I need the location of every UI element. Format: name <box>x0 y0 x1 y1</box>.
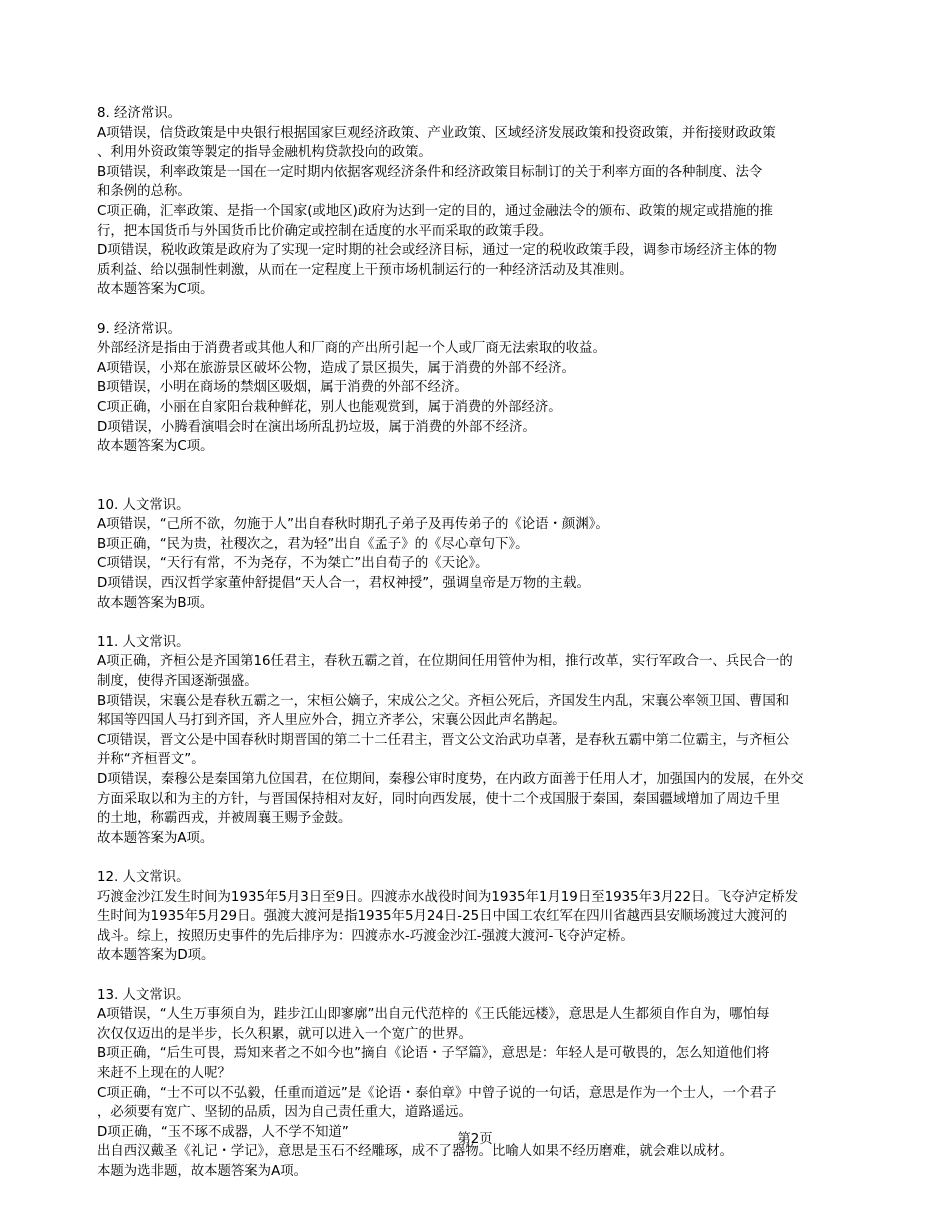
text-line: D项错误，税收政策是政府为了实现一定时期的社会或经济目标，通过一定的税收政策手段，调参市场经济主体的物 <box>97 243 777 259</box>
section-heading: 9. 经济常识。 <box>97 321 181 337</box>
spacer <box>97 613 872 633</box>
question-12-explanation <box>97 868 872 966</box>
text-line: 和条例的总称。 <box>97 184 191 200</box>
text-line: C项错误，晋文公是中国春秋时期晋国的第二十二任君主，晋文公文治武功卓著，是春秋五霸中第二位霸主，与齐桓公 <box>97 732 790 748</box>
text-line: B项错误，利率政策是一国在一定时期内依据客观经济条件和经济政策目标制订的关于利率方面的各种制度、法令 <box>97 164 763 180</box>
text-line: B项正确，“民为贵，社稷次之，君为轻”出自《孟子》的《尽心章句下》。 <box>97 536 529 552</box>
text-line: D项正确，“玉不琢不成器，人不学不知道” <box>97 1124 349 1140</box>
answer-line: 本题为选非题，故本题答案为A项。 <box>97 1163 308 1179</box>
spacer <box>97 300 872 320</box>
text-line: A项错误，信贷政策是中央银行根据国家巨观经济政策、产业政策、区域经济发展政策和投资政策，并衔接财政政策 <box>97 125 776 141</box>
section-heading: 8. 经济常识。 <box>97 106 181 121</box>
text-line: 出自西汉戴圣《礼记・学记》，意思是玉石不经雕琢，成不了器物。比喻人如果不经历磨难，就会难以成材。 <box>97 1144 734 1160</box>
text-line: 巧渡金沙江发生时间为1935年5月3日至9日。四渡赤水战役时间为1935年1月19日至1935年3月22日。飞夺泸定桥发 <box>97 889 799 905</box>
text-line: A项错误，“己所不欲，勿施于人”出自春秋时期孔子弟子及再传弟子的《论语・颜渊》。 <box>97 517 609 533</box>
question-8-explanation <box>97 104 872 300</box>
text-line: 质利益、给以强制性刺激，从而在一定程度上干预市场机制运行的一种经济活动及其准则。 <box>97 262 633 278</box>
section-heading: 10. 人文常识。 <box>97 497 190 513</box>
text-line: C项正确，“士不可以不弘毅，任重而道远”是《论语・泰伯章》中曾子说的一句话，意思是作为一个士人，一个君子 <box>97 1085 777 1101</box>
section-heading: 11. 人文常识。 <box>97 634 190 650</box>
text-line: 方面采取以和为主的方针，与晋国保持相对友好，同时向西发展，使十二个戎国服于秦国，秦国疆域增加了周边千里 <box>97 791 780 807</box>
question-13-explanation <box>97 986 872 1182</box>
text-line: B项错误，小明在商场的禁烟区吸烟，属于消费的外部不经济。 <box>97 380 468 396</box>
text-line: A项错误，“人生万事须自为，跬步江山即寥廓”出自元代范梓的《王氏能远楼》，意思是人生都须自作自为，哪怕每 <box>97 1007 770 1023</box>
text-line: 制度，使得齐国逐渐强盛。 <box>97 674 258 690</box>
text-line: B项错误，宋襄公是春秋五霸之一，宋桓公嫡子，宋成公之父。齐桓公死后，齐国发生内乱，宋襄公率领卫国、曹国和 <box>97 693 790 709</box>
text-line: B项正确，“后生可畏，焉知来者之不如今也”摘自《论语・子罕篇》，意思是：年轻人是可敬畏的，怎么知道他们将 <box>97 1046 770 1062</box>
answer-line: 故本题答案为A项。 <box>97 830 214 846</box>
question-10-explanation <box>97 496 872 614</box>
text-line: A项错误，小郑在旅游景区破坏公物，造成了景区损失，属于消费的外部不经济。 <box>97 360 575 376</box>
text-line: 邾国等四国人马打到齐国，齐人里应外合，拥立齐孝公，宋襄公因此声名鹊起。 <box>97 713 566 729</box>
spacer <box>97 966 872 986</box>
page-number: 第2页 <box>457 1132 493 1147</box>
text-line: 战斗。综上，按照历史事件的先后排序为：四渡赤水-巧渡金沙江-强渡大渡河-飞夺泸定桥。 <box>97 928 634 944</box>
section-heading: 13. 人文常识。 <box>97 987 190 1003</box>
answer-line: 故本题答案为D项。 <box>97 948 215 964</box>
text-line: A项正确，齐桓公是齐国第16任君主，春秋五霸之首，在位期间任用管仲为相，推行改革，实行军政合一、兵民合一的 <box>97 654 793 670</box>
answer-line: 故本题答案为C项。 <box>97 282 214 298</box>
question-9-explanation <box>97 320 872 457</box>
section-heading: 12. 人文常识。 <box>97 869 190 885</box>
answer-line: 故本题答案为C项。 <box>97 439 214 455</box>
text-line: D项错误，秦穆公是秦国第九位国君，在位期间，秦穆公审时度势，在内政方面善于任用人才，加强国内的发展，在外交 <box>97 772 804 787</box>
text-line: 、利用外资政策等製定的指导金融机构贷款投向的政策。 <box>97 145 432 161</box>
text-line: 并称“齐桓晋文”。 <box>97 752 205 768</box>
text-line: 次仅仅迈出的是半步，长久积累，就可以进入一个宽广的世界。 <box>97 1026 472 1042</box>
question-11-explanation <box>97 633 872 849</box>
text-line: 来赶不上现在的人呢？ <box>97 1065 231 1081</box>
text-line: C项正确，汇率政策、是指一个国家(或地区)政府为达到一定的目的，通过金融法令的颁布、政策的规定或措施的推 <box>97 203 773 219</box>
text-line: C项错误，“天行有常，不为尧存，不为桀亡”出自荀子的《天论》。 <box>97 556 489 572</box>
document-body <box>97 104 872 1181</box>
answer-line: 故本题答案为B项。 <box>97 595 214 611</box>
text-line: 外部经济是指由于消费者或其他人和厂商的产出所引起一个人或厂商无法索取的收益。 <box>97 341 606 357</box>
text-line: 生时间为1935年5月29日。强渡大渡河是指1935年5月24日-25日中国工农红军在四川省越西县安顺场渡过大渡河的 <box>97 909 788 925</box>
text-line: ，必须要有宽广、坚韧的品质，因为自己责任重大，道路遥远。 <box>97 1105 472 1121</box>
text-line: 的土地，称霸西戎，并被周襄王赐予金鼓。 <box>97 811 352 827</box>
text-line: D项错误，西汉哲学家董仲舒提倡“天人合一，君权神授”，强调皇帝是万物的主载。 <box>97 576 590 592</box>
text-line: 行，把本国货币与外国货币比价确定或控制在适度的水平而采取的政策手段。 <box>97 223 553 239</box>
spacer <box>97 848 872 868</box>
text-line: C项正确，小丽在自家阳台栽种鲜花，别人也能观赏到，属于消费的外部经济。 <box>97 399 562 415</box>
text-line: D项错误，小腾看演唱会时在演出场所乱扔垃圾，属于消费的外部不经济。 <box>97 419 536 435</box>
spacer <box>97 457 872 496</box>
